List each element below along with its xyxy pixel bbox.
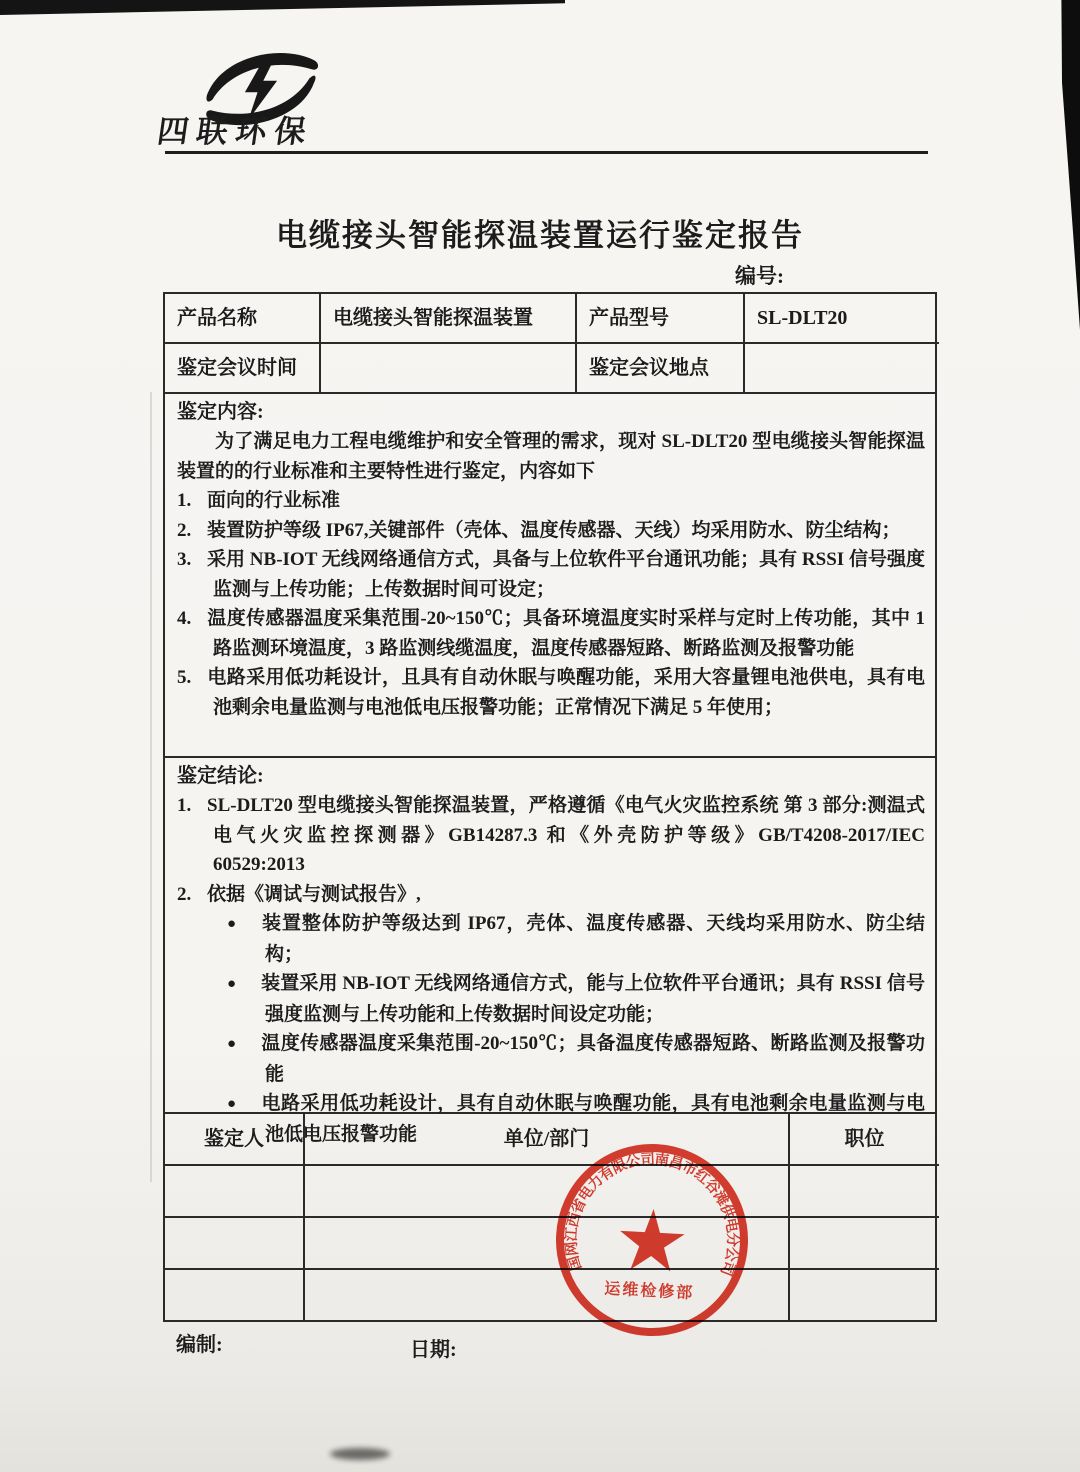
bullet-text: 温度传感器温度采集范围-20~150℃；具备温度传感器短路、断路监测及报警功能 <box>261 1033 925 1085</box>
content-item-4 <box>177 604 925 663</box>
prepared-by-label: 编制: <box>176 1334 223 1356</box>
item-number: 1. <box>177 490 192 511</box>
position-column-header: 职位 <box>790 1114 939 1166</box>
signature-empty-cell <box>790 1166 939 1218</box>
item-text: 电路采用低功耗设计，且具有自动休眠与唤醒功能，采用大容量锂电池供电，具有电池剩余电量监测与电池低电压报警功能；正常情况下满足 5 年使用； <box>207 667 925 718</box>
report-table <box>163 292 937 1322</box>
content-heading: 鉴定内容: <box>177 401 264 423</box>
item-text: 温度传感器温度采集范围-20~150℃；具备环境温度实时采样与定时上传功能，其中 1 路监测环境温度，3 路监测线缆温度，温度传感器短路、断路监测及报警功能 <box>207 608 925 659</box>
meeting-place-label: 鉴定会议地点 <box>577 344 745 392</box>
scan-smudge <box>330 1448 390 1460</box>
page-title: 电缆接头智能探温装置运行鉴定报告 <box>276 218 804 253</box>
content-item-2 <box>177 516 925 546</box>
content-intro: 为了满足电力工程电缆维护和安全管理的需求，现对 SL-DLT20 型电缆接头智能探温装置的的行业标准和主要特性进行鉴定，内容如下 <box>177 431 925 482</box>
conclusion-bullet-1 <box>177 909 925 969</box>
bullet-text: 电路采用低功耗设计，具有自动休眠与唤醒功能，具有电池剩余电量监测与电池低电压报警功能 <box>261 1093 925 1145</box>
scan-edge-shadow-top <box>0 0 565 15</box>
department-column-header: 单位/部门 <box>305 1114 790 1166</box>
seal-department-text: 运维检修部 <box>603 1280 695 1303</box>
product-name-label: 产品名称 <box>165 294 321 344</box>
conclusion-bullet-3 <box>177 1029 925 1089</box>
content-item-5 <box>177 663 925 722</box>
item-number: 4. <box>177 608 192 629</box>
item-text: 面向的行业标准 <box>207 490 341 511</box>
brand-name: 四联环保 <box>155 114 317 149</box>
bullet-icon: ● <box>227 1036 237 1052</box>
meeting-time-label: 鉴定会议时间 <box>165 344 321 392</box>
item-text: 装置防护等级 IP67,关键部件（壳体、温度传感器、天线）均采用防水、防尘结构； <box>207 519 901 541</box>
bullet-text: 装置采用 NB-IOT 无线网络通信方式，能与上位软件平台通讯；具有 RSSI 信号强度监测与上传功能和上传数据时间设定功能； <box>261 973 925 1025</box>
item-text: 采用 NB-IOT 无线网络通信方式，具备与上位软件平台通讯功能；具有 RSSI 信号强度监测与上传功能；上传数据时间可设定； <box>207 549 925 600</box>
conclusion-item-1 <box>177 791 925 880</box>
conclusion-bullet-2 <box>177 969 925 1029</box>
product-info-table <box>163 292 937 394</box>
conclusion-heading: 鉴定结论: <box>177 765 264 787</box>
document-number-label: 编号: <box>735 264 784 288</box>
signature-empty-cell <box>790 1270 939 1320</box>
bullet-icon: ● <box>227 1096 237 1112</box>
signature-empty-cell <box>790 1218 939 1270</box>
seal-star-icon <box>618 1207 686 1272</box>
content-item-1 <box>177 486 925 516</box>
bullet-icon: ● <box>227 976 237 992</box>
bullet-text: 装置整体防护等级达到 IP67，壳体、温度传感器、天线均采用防水、防尘结构； <box>261 913 925 965</box>
date-label: 日期: <box>410 1339 457 1361</box>
item-number: 2. <box>177 883 192 905</box>
product-name-value: 电缆接头智能探温装置 <box>321 294 577 344</box>
item-number: 3. <box>177 549 192 570</box>
product-model-label: 产品型号 <box>577 294 745 344</box>
header-divider <box>165 151 928 154</box>
scan-edge-shadow-right <box>1050 0 1080 330</box>
product-model-value: SL-DLT20 <box>745 294 939 344</box>
item-text: SL-DLT20 型电缆接头智能探温装置，严格遵循《电气火灾监控系统 第 3 部分:测温式电气火灾监控探测器》GB14287.3 和《外壳防护等级》GB/T4208-2017/IEC 60529:2013 <box>207 795 925 875</box>
bullet-icon: ● <box>227 916 237 932</box>
item-number: 5. <box>177 667 192 688</box>
scan-fold-line <box>150 392 152 1182</box>
signature-empty-cell <box>165 1218 305 1270</box>
item-text: 依据《调试与测试报告》, <box>207 883 421 905</box>
meeting-place-value <box>745 344 939 392</box>
conclusion-item-2 <box>177 880 925 910</box>
content-item-3 <box>177 545 925 604</box>
item-number: 1. <box>177 795 192 816</box>
appraiser-column-header: 鉴定人 <box>165 1114 305 1166</box>
signature-empty-cell <box>165 1166 305 1218</box>
item-number: 2. <box>177 519 192 541</box>
company-seal-stamp <box>547 1135 757 1345</box>
signature-empty-cell <box>165 1270 305 1320</box>
appraisal-content-section <box>163 394 937 758</box>
seal-arc-text: 国网江西省电力有限公司南昌市红谷滩供电分公司 <box>563 1151 741 1278</box>
meeting-time-value <box>321 344 577 392</box>
